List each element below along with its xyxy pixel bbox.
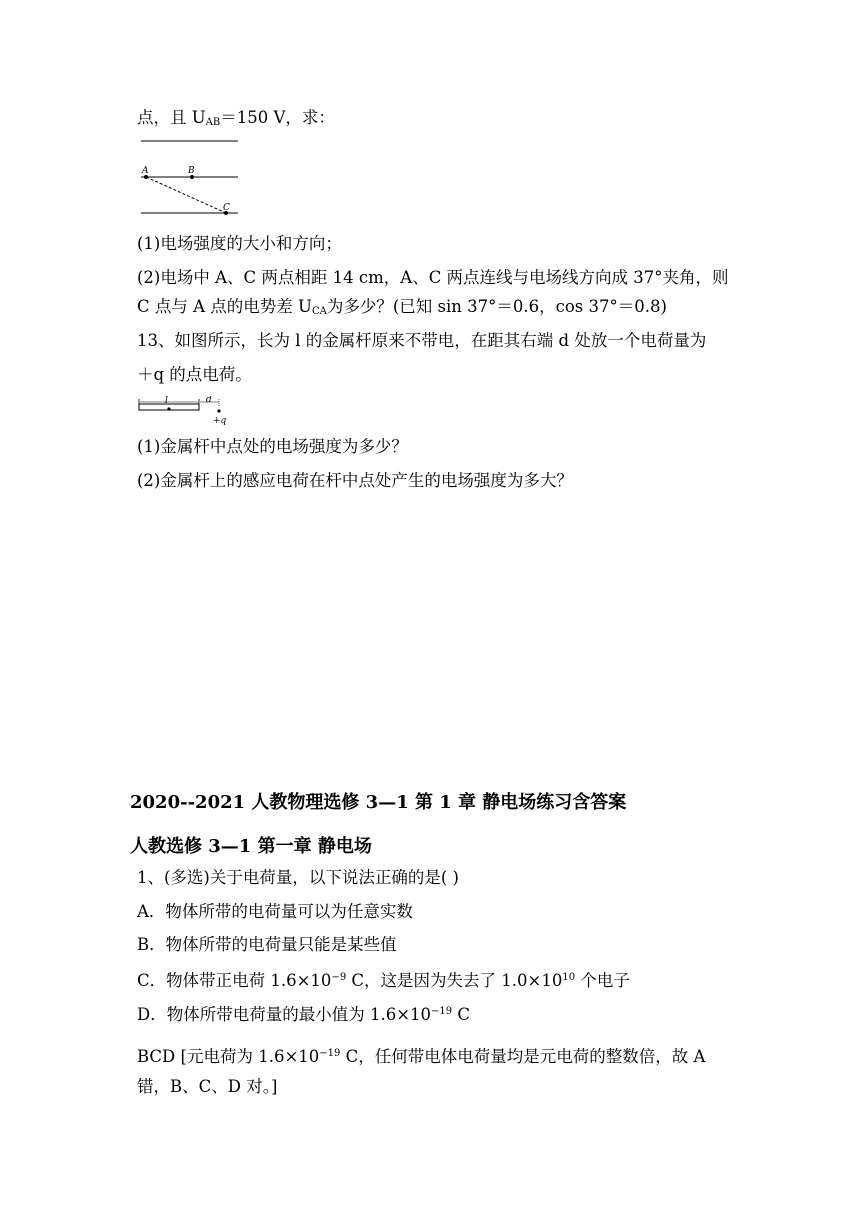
- label-c: C: [223, 203, 230, 213]
- option-c-mid: C，这是因为失去了 1.0×10: [346, 971, 563, 990]
- part1-q1: (1)电场强度的大小和方向；: [137, 234, 342, 253]
- intro-line: [137, 108, 335, 133]
- answer-post: C，任何带电体电荷量均是元电荷的整数倍，故 A: [340, 1047, 706, 1066]
- problem13-line2: ＋q 的点电荷。: [137, 365, 252, 384]
- answer-line2: 错，B、C、D 对。]: [137, 1077, 278, 1096]
- option-d-pre: D．物体所带电荷量的最小值为 1.6×10: [137, 1005, 432, 1024]
- answer-pre: BCD [元电荷为 1.6×10: [137, 1047, 320, 1066]
- label-a: A: [142, 166, 149, 176]
- label-d: d: [206, 396, 212, 405]
- option-d-exp: −19: [431, 1006, 453, 1017]
- part1-q2-line1: (2)电场中 A、C 两点相距 14 cm，A、C 两点连线与电场线方向成 37°夹角，则: [137, 268, 729, 287]
- option-c-exp2: 10: [562, 972, 576, 983]
- field-lines-figure: [136, 137, 246, 217]
- part1-q2-line2: [137, 297, 667, 322]
- option-a: A．物体所带的电荷量可以为任意实数: [137, 902, 413, 921]
- ac-dashed-line: [146, 177, 226, 213]
- option-b: B．物体所带的电荷量只能是某些值: [137, 935, 397, 954]
- problem13-line1: 13、如图所示，长为 l 的金属杆原来不带电，在距其右端 d 处放一个电荷量为: [137, 331, 707, 350]
- option-c-exp1: −9: [331, 972, 347, 983]
- intro-post: ＝150 V，求：: [220, 108, 335, 127]
- rod-figure: [137, 396, 232, 426]
- option-c: [137, 968, 630, 991]
- intro-sub: AB: [205, 117, 221, 128]
- problem13-q2: (2)金属杆上的感应电荷在杆中点处产生的电场强度为多大？: [137, 471, 573, 490]
- option-c-pre: C．物体带正电荷 1.6×10: [137, 971, 332, 990]
- q2-line2-sub: CA: [311, 306, 327, 317]
- document-subtitle: 人教选修 3—1 第一章 静电场: [130, 836, 372, 857]
- answer-line1: [137, 1044, 705, 1067]
- option-d-post: C: [452, 1005, 471, 1024]
- charge-point: [217, 409, 220, 412]
- question1-stem: 1、(多选)关于电荷量，以下说法正确的是( ): [137, 868, 459, 887]
- rod-midpoint: [167, 407, 170, 410]
- document-title: 2020--2021 人教物理选修 3—1 第 1 章 静电场练习含答案: [130, 792, 627, 813]
- answer-exp: −19: [319, 1048, 341, 1059]
- problem13-q1: (1)金属杆中点处的电场强度为多少？: [137, 437, 408, 456]
- q2-line2-pre: C 点与 A 点的电势差 U: [137, 297, 312, 316]
- q2-line2-post: 为多少？(已知 sin 37°＝0.6，cos 37°＝0.8): [326, 297, 667, 316]
- option-d: [137, 1002, 470, 1025]
- label-q: +q: [213, 416, 227, 426]
- label-b: B: [188, 166, 195, 176]
- option-c-post: 个电子: [575, 971, 630, 990]
- intro-pre: 点，且 U: [137, 108, 206, 127]
- label-l: l: [165, 396, 168, 406]
